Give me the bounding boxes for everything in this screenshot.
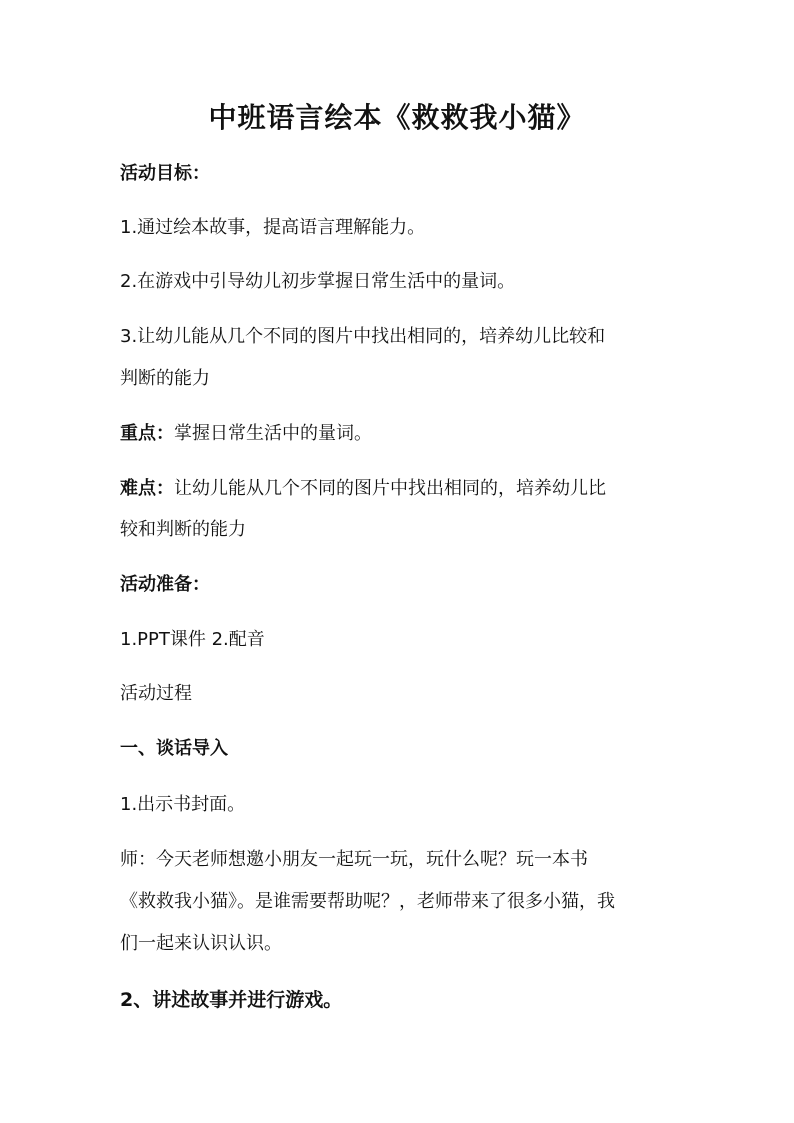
teacher-line-1: 师：今天老师想邀小朋友一起玩一玩，玩什么呢？玩一本书 bbox=[120, 849, 588, 870]
goals-heading: 活动目标： bbox=[120, 163, 210, 184]
difficulty-line-1 bbox=[120, 473, 680, 505]
step2-heading: 2、讲述故事并进行游戏。 bbox=[120, 989, 343, 1011]
teacher-line-2: 《救救我小猫》。是谁需要帮助呢？，老师带来了很多小猫，我 bbox=[120, 891, 615, 912]
process-heading: 活动过程 bbox=[120, 683, 192, 704]
step1-item: 1.出示书封面。 bbox=[120, 794, 246, 815]
difficulty-line-2: 较和判断的能力 bbox=[120, 519, 246, 540]
difficulty-text: 让幼儿能从几个不同的图片中找出相同的，培养幼儿比 bbox=[174, 478, 606, 499]
goal-item-1: 1.通过绘本故事，提高语言理解能力。 bbox=[120, 217, 426, 238]
preparation-heading: 活动准备： bbox=[120, 574, 210, 595]
key-point-text: 掌握日常生活中的量词。 bbox=[174, 423, 372, 444]
difficulty-label: 难点： bbox=[120, 478, 174, 499]
goal-item-3-continued: 判断的能力 bbox=[120, 368, 210, 389]
goal-item-3: 3.让幼儿能从几个不同的图片中找出相同的，培养幼儿比较和 bbox=[120, 326, 606, 347]
teacher-line-3: 们一起来认识认识。 bbox=[120, 933, 282, 954]
key-point-label: 重点： bbox=[120, 423, 174, 444]
step1-heading: 一、谈话导入 bbox=[120, 738, 228, 759]
key-point bbox=[120, 418, 680, 450]
preparation-text: 1.PPT课件 2.配音 bbox=[120, 629, 265, 650]
goal-item-2: 2.在游戏中引导幼儿初步掌握日常生活中的量词。 bbox=[120, 271, 516, 292]
document-title: 中班语言绘本《救救我小猫》 bbox=[208, 101, 586, 134]
